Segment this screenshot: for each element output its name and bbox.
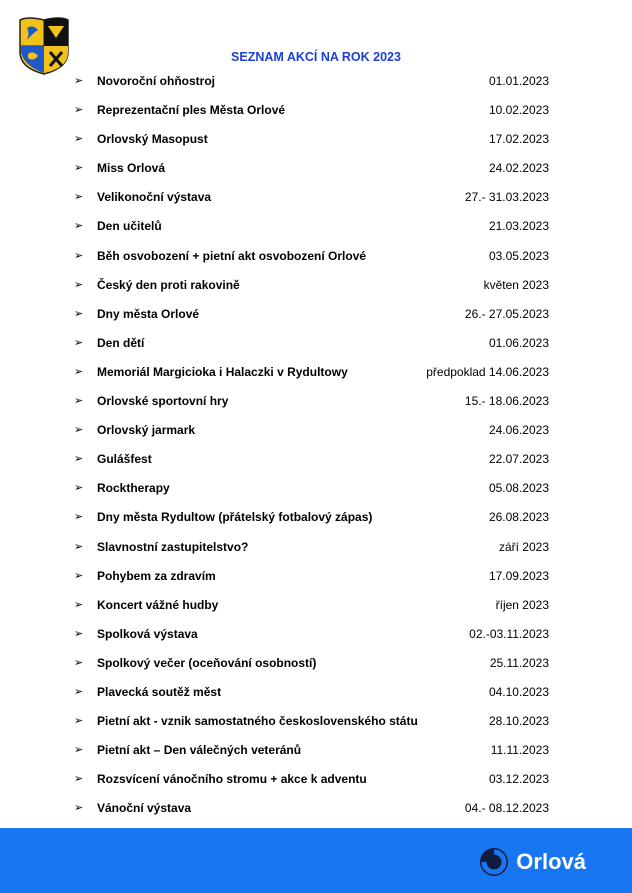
event-row — [0, 184, 632, 213]
arrow-bullet-icon: ➢ — [74, 656, 84, 669]
arrow-bullet-icon: ➢ — [74, 627, 84, 640]
event-date: 03.05.2023 — [488, 248, 549, 263]
event-row — [0, 213, 632, 242]
arrow-bullet-icon: ➢ — [74, 598, 84, 611]
event-date: 17.02.2023 — [488, 132, 549, 147]
brand-name: Orlová — [516, 849, 586, 874]
event-name: Reprezentační ples Města Orlové — [97, 103, 286, 118]
arrow-bullet-icon: ➢ — [74, 104, 84, 117]
event-date: 15.- 18.06.2023 — [464, 394, 549, 409]
event-row — [0, 359, 632, 388]
event-date: 04.10.2023 — [488, 684, 549, 699]
event-name: Orlovský jarmark — [97, 423, 196, 438]
brand-logo — [478, 846, 586, 878]
event-name: Pietní akt - vznik samostatného československého státu — [97, 714, 418, 729]
event-name: Běh osvobození + pietní akt osvobození Orlové — [97, 248, 367, 263]
arrow-bullet-icon: ➢ — [74, 569, 84, 582]
event-name: Orlovské sportovní hry — [97, 394, 229, 409]
event-name: Spolková výstava — [97, 626, 198, 641]
event-date: 03.12.2023 — [488, 772, 549, 787]
event-name: Orlovský Masopust — [97, 132, 208, 147]
arrow-bullet-icon: ➢ — [74, 249, 84, 262]
event-date: 01.06.2023 — [488, 335, 549, 350]
event-date: 17.09.2023 — [488, 568, 549, 583]
event-name: Den dětí — [97, 335, 145, 350]
event-name: Dny města Orlové — [97, 306, 200, 321]
arrow-bullet-icon: ➢ — [74, 75, 84, 87]
event-date: 24.06.2023 — [488, 423, 549, 438]
event-date: 10.02.2023 — [488, 103, 549, 118]
arrow-bullet-icon: ➢ — [74, 453, 84, 466]
event-row — [0, 446, 632, 475]
event-row — [0, 766, 632, 795]
arrow-bullet-icon: ➢ — [74, 220, 84, 233]
event-date: 21.03.2023 — [488, 219, 549, 234]
arrow-bullet-icon: ➢ — [74, 424, 84, 437]
event-name: Spolkový večer (oceňování osobností) — [97, 655, 317, 670]
event-row — [0, 592, 632, 621]
arrow-bullet-icon: ➢ — [74, 482, 84, 495]
event-date: 26.- 27.05.2023 — [464, 306, 549, 321]
event-row — [0, 534, 632, 563]
event-date: 01.01.2023 — [488, 74, 549, 88]
event-name: Pietní akt – Den válečných veteránů — [97, 743, 302, 758]
event-row — [0, 330, 632, 359]
event-date: 22.07.2023 — [488, 452, 549, 467]
event-date: květen 2023 — [483, 277, 549, 292]
event-name: Rocktherapy — [97, 481, 170, 496]
event-date: říjen 2023 — [495, 597, 549, 612]
event-name: Miss Orlová — [97, 161, 166, 176]
event-row — [0, 388, 632, 417]
arrow-bullet-icon: ➢ — [74, 395, 84, 408]
event-row — [0, 155, 632, 184]
arrow-bullet-icon: ➢ — [74, 744, 84, 757]
event-row — [0, 97, 632, 126]
arrow-bullet-icon: ➢ — [74, 685, 84, 698]
event-row — [0, 243, 632, 272]
orlova-logo-icon — [478, 846, 510, 878]
arrow-bullet-icon: ➢ — [74, 540, 84, 553]
event-date: 27.- 31.03.2023 — [464, 190, 549, 205]
event-row — [0, 417, 632, 446]
event-row — [0, 504, 632, 533]
event-name: Plavecká soutěž měst — [97, 684, 222, 699]
event-row — [0, 475, 632, 504]
event-date: 04.- 08.12.2023 — [464, 801, 549, 816]
event-row — [0, 650, 632, 679]
event-date: září 2023 — [498, 539, 549, 554]
event-name: Velikonoční výstava — [97, 190, 212, 205]
event-row — [0, 679, 632, 708]
event-name: Pohybem za zdravím — [97, 568, 216, 583]
event-date: 02.-03.11.2023 — [469, 626, 549, 641]
event-name: Český den proti rakovině — [97, 277, 240, 292]
event-row — [0, 126, 632, 155]
event-name: Den učitelů — [97, 219, 162, 234]
arrow-bullet-icon: ➢ — [74, 802, 84, 815]
event-date: předpoklad 14.06.2023 — [426, 364, 549, 379]
arrow-bullet-icon: ➢ — [74, 162, 84, 175]
event-name: Dny města Rydultow (přátelský fotbalový zápas) — [97, 510, 373, 525]
footer-bar — [0, 828, 632, 893]
arrow-bullet-icon: ➢ — [74, 511, 84, 524]
event-row — [0, 737, 632, 766]
arrow-bullet-icon: ➢ — [74, 133, 84, 146]
event-name: Koncert vážné hudby — [97, 597, 219, 612]
event-row — [0, 795, 632, 824]
event-date: 25.11.2023 — [489, 655, 549, 670]
arrow-bullet-icon: ➢ — [74, 773, 84, 786]
event-row — [0, 272, 632, 301]
events-list — [0, 68, 632, 824]
event-name: Rozsvícení vánočního stromu + akce k adventu — [97, 772, 367, 787]
event-date: 05.08.2023 — [488, 481, 549, 496]
event-name: Novoroční ohňostroj — [97, 74, 215, 88]
arrow-bullet-icon: ➢ — [74, 715, 84, 728]
arrow-bullet-icon: ➢ — [74, 191, 84, 204]
event-name: Gulášfest — [97, 452, 152, 467]
event-row — [0, 301, 632, 330]
event-date: 24.02.2023 — [488, 161, 549, 176]
event-row — [0, 621, 632, 650]
event-name: Memoriál Margicioka i Halaczki v Rydultowy — [97, 364, 348, 379]
page-title: SEZNAM AKCÍ NA ROK 2023 — [231, 50, 401, 64]
event-date: 28.10.2023 — [488, 714, 549, 729]
event-row — [0, 708, 632, 737]
arrow-bullet-icon: ➢ — [74, 336, 84, 349]
event-name: Vánoční výstava — [97, 801, 192, 816]
coat-of-arms-icon — [18, 16, 70, 76]
event-date: 11.11.2023 — [490, 743, 549, 758]
event-date: 26.08.2023 — [488, 510, 549, 525]
event-name: Slavnostní zastupitelstvo? — [97, 539, 249, 554]
event-row — [0, 68, 632, 97]
arrow-bullet-icon: ➢ — [74, 278, 84, 291]
event-row — [0, 563, 632, 592]
arrow-bullet-icon: ➢ — [74, 307, 84, 320]
arrow-bullet-icon: ➢ — [74, 365, 84, 378]
